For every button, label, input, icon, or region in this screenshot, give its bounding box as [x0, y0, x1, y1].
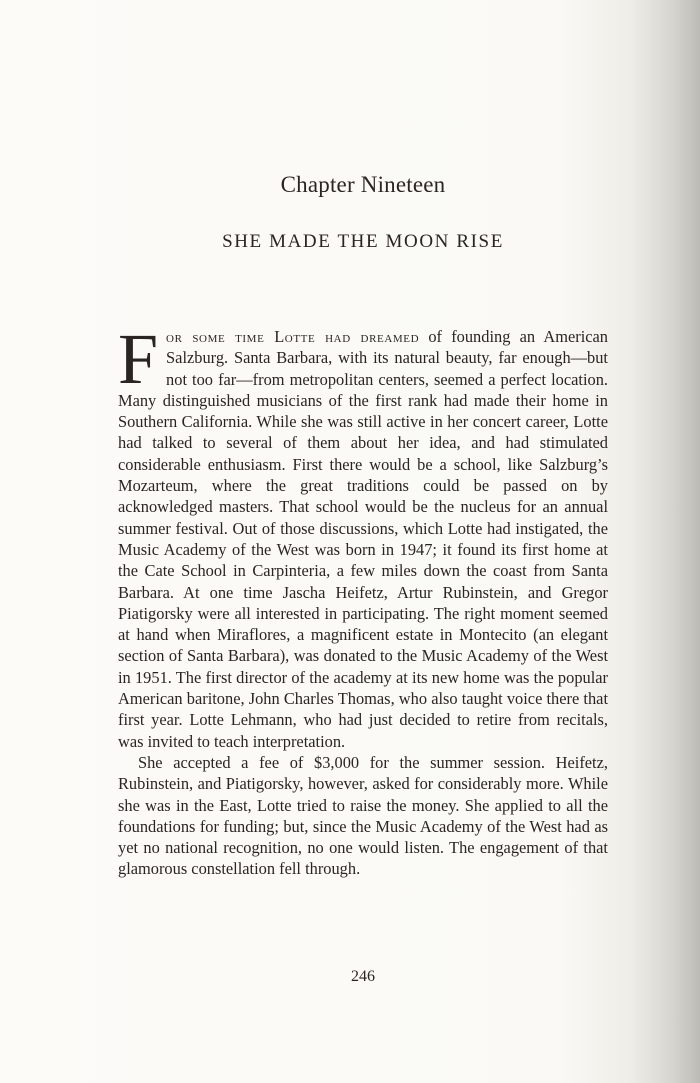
chapter-subtitle: SHE MADE THE MOON RISE [222, 231, 504, 252]
paragraph-1 [118, 319, 608, 752]
page-number: 246 [351, 968, 375, 985]
drop-cap: F [118, 319, 159, 399]
lead-in: or some time Lotte had dreamed [166, 327, 420, 346]
paragraph-1-text: of founding an American Salzburg. Santa Barbara, with its natural beauty, far enough—but not too far—from metropolitan centers, seemed a perfect location. Many distinguished musicians of the first rank had made their home in Southern California. While she was still active in her concert career, Lotte had talked to several of them about her idea, and had stimulated considerable enthusiasm. First there would be a school, like Salzburg’s Mozarteum, where the great traditions could be passed on by acknowledged masters. That school would be the nucleus for an annual summer festival. Out of those discussions, which Lotte had instigated, the Music Academy of the West was born in 1947; it found its first home at the Cate School in Carpinteria, a few miles down the coast from Santa Barbara. At one time Jascha Heifetz, Artur Rubinstein, and Gregor Piatigorsky were all interested in participating. The right moment seemed at hand when Miraflores, a magnificent estate in Montecito (an elegant section of Santa Barbara), was donated to the Music Academy of the West in 1951. The first director of the academy at its new home was the popular American baritone, John Charles Thomas, who also taught voice there that first year. Lotte Lehmann, who had just decided to retire from recitals, was invited to teach interpretation. [118, 327, 608, 751]
body-text [118, 319, 608, 880]
chapter-title: Chapter Nineteen [280, 172, 446, 197]
paragraph-2: She accepted a fee of $3,000 for the summer session. Heifetz, Rubinstein, and Piatigorsky, however, asked for considerably more. While she was in the East, Lotte tried to raise the money. She applied to all the foundations for funding; but, since the Music Academy of the West had as yet no national recognition, no one would listen. The engagement of that glamorous constellation fell through. [118, 752, 608, 879]
